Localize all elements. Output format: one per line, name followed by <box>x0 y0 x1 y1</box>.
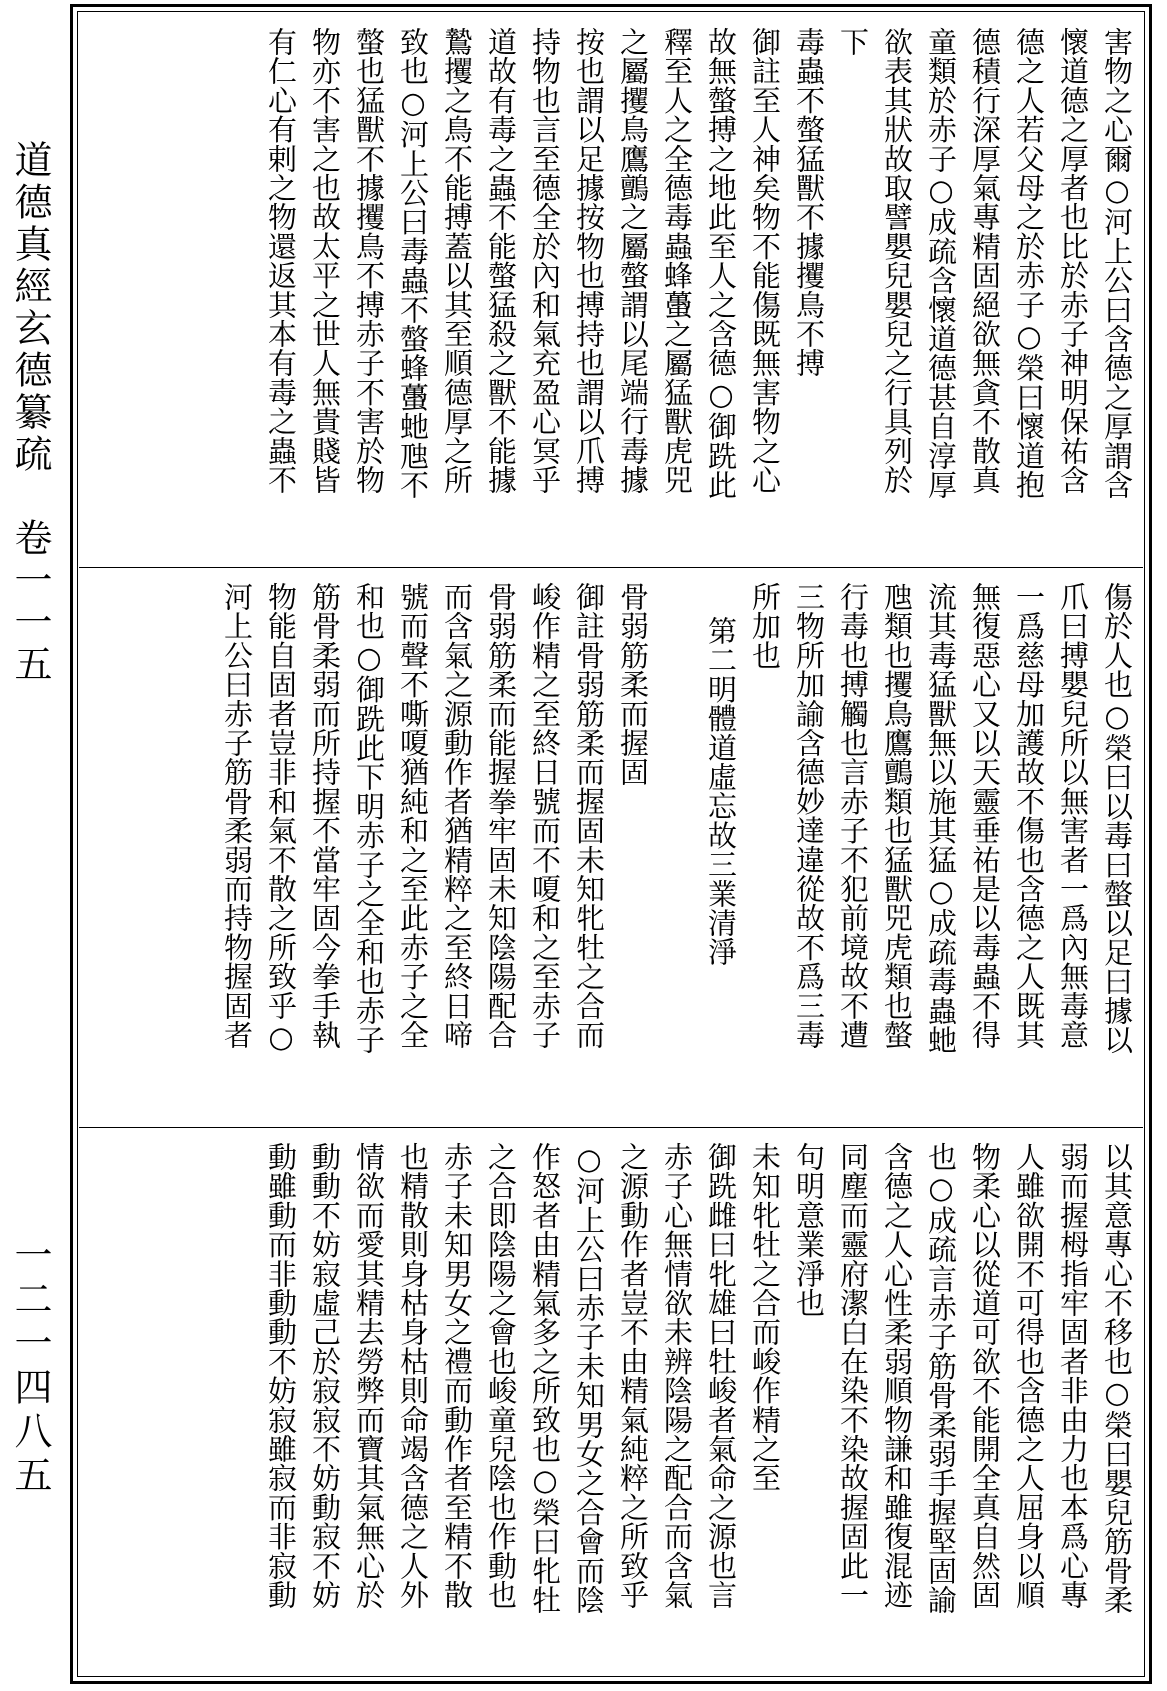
text-column: 河上公曰赤子筋骨柔弱而持物握固者 <box>220 582 254 1050</box>
text-column: 赤子未知男女之禮而動作者至精不散 <box>440 1142 474 1610</box>
text-column: 第二明體道虛忘故三業清淨 <box>704 616 738 967</box>
text-column: 無復惡心又以天靈垂祐是以毒蟲不得 <box>968 582 1002 1050</box>
text-column: 也精散則身枯身枯則命竭含德之人外 <box>396 1142 430 1610</box>
text-column: 筋骨柔弱而所持握不當牢固今拳手執 <box>308 582 342 1050</box>
text-column: 峻作精之至終日號而不嗄和之至赤子 <box>528 582 562 1050</box>
text-column: 作怒者由精氣多之所致也○榮曰牝牡 <box>528 1142 562 1615</box>
margin-page-number: 一二一四八五 <box>8 1235 52 1499</box>
text-column: 道故有毒之蟲不能螫猛殺之獸不能據 <box>484 27 518 495</box>
text-column: 弱而握栂指牢固者非由力也本爲心專 <box>1056 1142 1090 1610</box>
text-column: ○河上公曰赤子未知男女之合會而陰 <box>572 1142 606 1615</box>
text-column: 物亦不害之也故太平之世人無貴賤皆 <box>308 27 342 495</box>
text-column: 德積行深厚氣專精固絕欲無貪不散真 <box>968 27 1002 495</box>
text-column: 懷道德之厚者也比於赤子神明保祐含 <box>1056 27 1090 495</box>
text-column <box>655 582 699 1112</box>
text-column: 傷於人也○榮曰以毒曰螫以足曰據以 <box>1100 582 1134 1055</box>
text-column: 骨弱筋柔而能握拳牢固未知陰陽配合 <box>484 582 518 1050</box>
text-column: 釋至人之全德毒蟲蜂蠆之屬猛獸虎兕 <box>660 27 694 495</box>
text-column: 按也謂以足據按物也搏持也謂以爪搏 <box>572 27 606 495</box>
text-column: 物柔心以從道可欲不能開全真自然固 <box>968 1142 1002 1610</box>
text-column: 毒蟲不螫猛獸不據攫鳥不搏 <box>792 27 826 378</box>
text-column: 物能自固者豈非和氣不散之所致乎○ <box>264 582 298 1055</box>
text-column: 持物也言至德全於內和氣充盈心冥乎 <box>528 27 562 495</box>
text-column: 虺類也攫鳥鷹鸇類也猛獸兕虎類也螫 <box>880 582 914 1050</box>
text-column: 所加也 <box>748 582 782 670</box>
text-column: 致也○河上公曰毒蟲不螫蜂蠆虵虺不 <box>396 27 430 500</box>
text-column: 有仁心有剌之物還返其本有毒之蟲不 <box>264 27 298 495</box>
text-column: 故無螫搏之地此至人之含德○御跣此 <box>704 27 738 500</box>
text-column: 童類於赤子○成疏含懷道德甚自淳厚 <box>924 27 958 500</box>
text-column: 含德之人心性柔弱順物謙和雖復混迹 <box>880 1142 914 1610</box>
band-divider <box>79 567 1143 568</box>
text-column: 害物之心爾○河上公曰含德之厚謂含 <box>1100 27 1134 500</box>
text-column: 動動不妨寂虛己於寂寂不妨動寂不妨 <box>308 1142 342 1610</box>
page-frame <box>70 4 1152 1684</box>
text-column: 流其毒猛獸無以施其猛○成疏毒蟲虵 <box>924 582 958 1055</box>
text-column: 行毒也搏觸也言赤子不犯前境故不遭 <box>836 582 870 1050</box>
text-band-lower <box>83 1142 1139 1672</box>
band-divider <box>79 1127 1143 1128</box>
text-column: 和也○御跣此下明赤子之全和也赤子 <box>352 582 386 1055</box>
text-column: 同塵而靈府潔白在染不染故握固此一 <box>836 1142 870 1610</box>
text-column: 動雖動而非動動不妨寂雖寂而非寂動 <box>264 1142 298 1610</box>
text-column: 情欲而愛其精去勞弊而寶其氣無心於 <box>352 1142 386 1610</box>
text-column: 下 <box>836 27 870 57</box>
text-column: 欲表其狀故取譬嬰兒嬰兒之行具列於 <box>880 27 914 495</box>
text-column: 之合即陰陽之會也峻童兒陰也作動也 <box>484 1142 518 1610</box>
text-column: 御跣雌曰牝雄曰牡峻者氣命之源也言 <box>704 1142 738 1610</box>
margin-book-title: 道德真經玄德纂疏 卷一一五 <box>8 140 52 686</box>
text-column: 以其意專心不移也○榮曰嬰兒筋骨柔 <box>1100 1142 1134 1615</box>
text-column: 三物所加諭含德妙達違從故不爲三毒 <box>792 582 826 1050</box>
text-column: 未知牝牡之合而峻作精之至 <box>748 1142 782 1493</box>
text-band-upper <box>83 27 1139 557</box>
text-column: 人雖欲開不可得也含德之人屈身以順 <box>1012 1142 1046 1610</box>
text-column: 一爲慈母加護故不傷也含德之人既其 <box>1012 582 1046 1050</box>
text-column: 爪曰搏嬰兒所以無害者一爲內無毒意 <box>1056 582 1090 1050</box>
text-column: 之源動作者豈不由精氣純粹之所致乎 <box>616 1142 650 1610</box>
text-column: 骨弱筋柔而握固 <box>616 582 650 787</box>
text-column: 赤子心無情欲未辨陰陽之配合而含氣 <box>660 1142 694 1610</box>
text-column: 句明意業淨也 <box>792 1142 826 1318</box>
text-column: 御註骨弱筋柔而握固未知牝牡之合而 <box>572 582 606 1050</box>
text-column: 之屬攫鳥鷹鸇之屬螫謂以尾端行毒據 <box>616 27 650 495</box>
text-column: 號而聲不嘶嗄猶純和之至此赤子之全 <box>396 582 430 1050</box>
text-column: 也○成疏言赤子筋骨柔弱手握堅固諭 <box>924 1142 958 1615</box>
text-column: 鷙攫之鳥不能搏蓋以其至順德厚之所 <box>440 27 474 495</box>
text-column: 而含氣之源動作者猶精粹之至終日啼 <box>440 582 474 1050</box>
text-column: 御註至人神矣物不能傷既無害物之心 <box>748 27 782 495</box>
text-column: 德之人若父母之於赤子○榮曰懷道抱 <box>1012 27 1046 500</box>
text-column: 螫也猛獸不據攫鳥不搏赤子不害於物 <box>352 27 386 495</box>
text-band-middle <box>83 582 1139 1112</box>
